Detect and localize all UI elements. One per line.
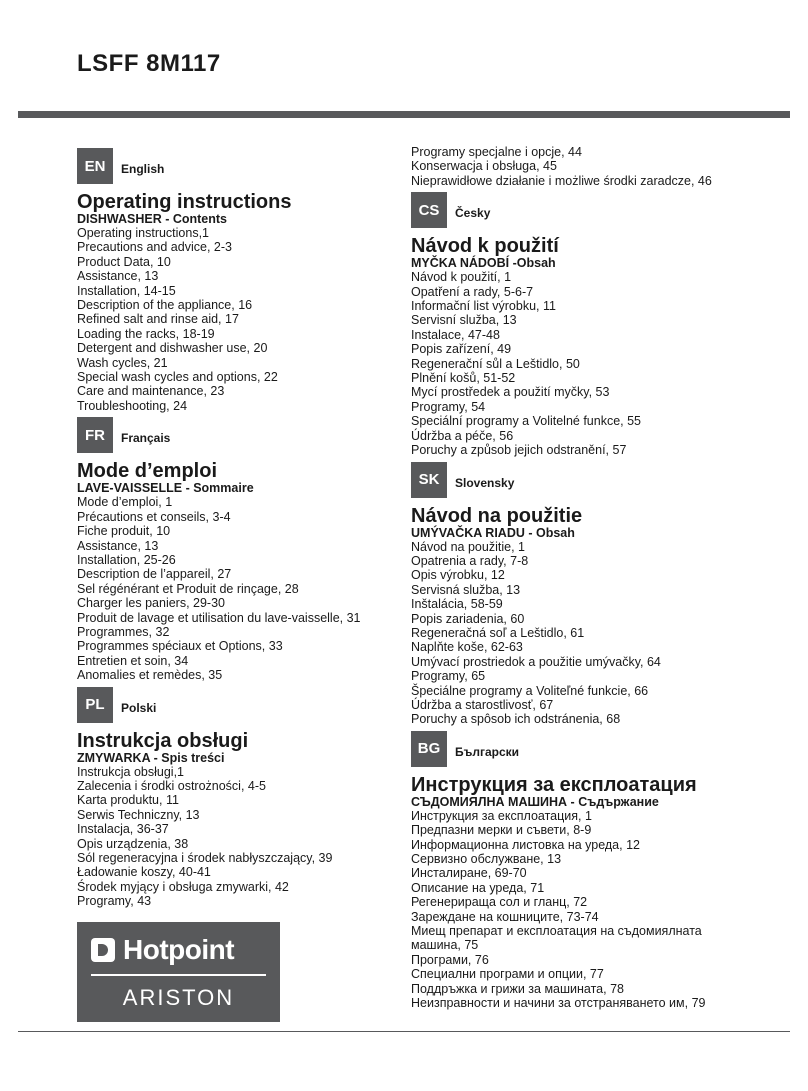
contents-item: Installation, 14-15 (77, 283, 176, 298)
contents-item: Návod k použití, 1 (411, 270, 512, 285)
contents-item: Предпазни мерки и съвети, 8-9 (411, 823, 592, 838)
section-title: Mode d’emploi (77, 460, 217, 483)
contents-item: Troubleshooting, 24 (77, 398, 188, 413)
contents-item: Popis zariadenia, 60 (411, 611, 525, 626)
contents-item: Naplňte koše, 62-63 (411, 640, 523, 655)
contents-list (77, 226, 397, 413)
lang-header-bg (411, 731, 791, 767)
lang-header-sk (411, 462, 791, 498)
contents-item: Nieprawidłowe działanie i możliwe środki zaradcze, 46 (411, 173, 712, 188)
contents-item: Description de l’appareil, 27 (77, 567, 232, 582)
section-title: Инструкция за експлоатация (411, 773, 697, 796)
lang-name: Polski (121, 700, 157, 715)
contents-item: Konserwacja i obsługa, 45 (411, 159, 557, 174)
lang-code-badge: FR (77, 417, 113, 453)
contents-item: Charger les paniers, 29-30 (77, 596, 225, 611)
hotpoint-mark-icon (91, 938, 115, 962)
contents-item: машина, 75 (411, 938, 479, 953)
contents-item: Instrukcja obsługi,1 (77, 764, 185, 779)
contents-item: Inštalácia, 58-59 (411, 597, 503, 612)
lang-code-badge: BG (411, 731, 447, 767)
lang-code-badge: SK (411, 462, 447, 498)
contents-item: Installation, 25-26 (77, 552, 176, 567)
contents-item: Opatření a rady, 5-6-7 (411, 284, 534, 299)
section-title: Instrukcja obsługi (77, 729, 249, 752)
section-cs (411, 192, 791, 457)
contents-item: Специални програми и опции, 77 (411, 967, 604, 982)
section-en (77, 148, 397, 413)
model-title: LSFF 8M117 (77, 50, 221, 77)
contents-item: Servisná služba, 13 (411, 582, 521, 597)
contents-item: Wash cycles, 21 (77, 355, 168, 370)
right-column (411, 145, 791, 1010)
contents-item: Sól regeneracyjna i środek nabłyszczający, 39 (77, 851, 333, 865)
contents-item: Entretien et soin, 34 (77, 653, 189, 668)
logo-brand: Hotpoint (123, 934, 235, 965)
lang-code-badge: EN (77, 148, 113, 184)
contents-item: Сервизно обслужване, 13 (411, 852, 562, 866)
contents-item: Anomalies et remèdes, 35 (77, 668, 223, 683)
section-title: Operating instructions (77, 191, 292, 213)
section-subtitle: LAVE-VAISSELLE - Sommaire (77, 481, 254, 496)
contents-item: Mode d’emploi, 1 (77, 495, 173, 510)
lang-name: Česky (455, 206, 491, 221)
contents-item: Operating instructions,1 (77, 226, 210, 240)
contents-item: Údržba a starostlivosť, 67 (411, 697, 554, 712)
contents-item: Поддръжка и грижи за машината, 78 (411, 981, 624, 996)
lang-code-badge: PL (77, 687, 113, 723)
lang-code-badge: CS (411, 192, 447, 228)
contents-item: Regenerační sůl a Leštidlo, 50 (411, 356, 580, 371)
contents-item: Plnění košů, 51-52 (411, 371, 516, 386)
contents-item: Instalace, 47-48 (411, 327, 500, 342)
contents-item: Údržba a péče, 56 (411, 428, 514, 443)
contents-item: Care and maintenance, 23 (77, 384, 225, 399)
contents-item: Návod na použitie, 1 (411, 539, 525, 554)
contents-item: Sel régénérant et Produit de rinçage, 28 (77, 581, 299, 596)
section-fr (77, 417, 397, 682)
contents-item: Opis urządzenia, 38 (77, 836, 189, 851)
contents-item: Précautions et conseils, 3-4 (77, 509, 231, 524)
contents-item: Fiche produit, 10 (77, 524, 171, 539)
contents-list-continued (411, 145, 791, 188)
contents-item: Product Data, 10 (77, 254, 171, 269)
contents-item: Refined salt and rinse aid, 17 (77, 312, 239, 327)
lang-name: Български (455, 744, 520, 759)
contents-item: Špeciálne programy a Voliteľné funkcie, 66 (411, 683, 649, 698)
contents-item: Popis zařízení, 49 (411, 342, 512, 357)
section-subtitle: ZMYWARKA - Spis treści (77, 750, 225, 765)
lang-header-pl (77, 687, 397, 723)
logo-sub: ARISTON (122, 985, 235, 1010)
contents-list (77, 495, 397, 682)
contents-item: Programy, 54 (411, 399, 486, 414)
lang-name: Slovensky (455, 475, 515, 490)
contents-item: Precautions and advice, 2-3 (77, 240, 232, 255)
contents-item: Инструкция за експлоатация, 1 (411, 808, 592, 823)
section-title: Návod k použití (411, 235, 559, 258)
lang-header-fr (77, 417, 397, 453)
section-subtitle: DISHWASHER - Contents (77, 212, 227, 226)
left-column (77, 148, 397, 909)
contents-item: Speciální programy a Volitelné funkce, 55 (411, 414, 641, 429)
header-divider (18, 111, 790, 118)
contents-item: Servisní služba, 13 (411, 313, 517, 328)
contents-item: Loading the racks, 18-19 (77, 326, 215, 341)
contents-list (77, 765, 397, 909)
contents-item: Poruchy a způsob jejich odstranění, 57 (411, 443, 627, 458)
section-subtitle: UMÝVAČKA RIADU - Obsah (411, 525, 575, 540)
contents-item: Special wash cycles and options, 22 (77, 370, 278, 385)
contents-item: Programmes spéciaux et Options, 33 (77, 639, 283, 654)
contents-item: Poruchy a spôsob ich odstránenia, 68 (411, 712, 621, 727)
contents-item: Środek myjący i obsługa zmywarki, 42 (77, 879, 289, 894)
contents-item: Informační list výrobku, 11 (411, 299, 556, 314)
contents-item: Opatrenia a rady, 7-8 (411, 553, 529, 568)
hotpoint-ariston-logo (77, 922, 280, 1022)
contents-item: Detergent and dishwasher use, 20 (77, 341, 268, 356)
section-pl (77, 687, 397, 909)
contents-item: Mycí prostředek a použití myčky, 53 (411, 385, 610, 400)
contents-item: Programy, 43 (77, 894, 152, 909)
contents-item: Инсталиране, 69-70 (411, 866, 527, 881)
lang-header-cs (411, 192, 791, 228)
contents-list (411, 270, 791, 457)
contents-item: Assistance, 13 (77, 269, 159, 284)
contents-item: Produit de lavage et utilisation du lave-vaisselle, 31 (77, 610, 361, 625)
contents-item: Karta produktu, 11 (77, 793, 179, 808)
footer-divider (18, 1031, 790, 1032)
contents-item: Информационна листовка на уреда, 12 (411, 837, 640, 852)
section-subtitle: MYČKA NÁDOBÍ -Obsah (411, 256, 556, 271)
contents-item: Regeneračná soľ a Leštidlo, 61 (411, 625, 585, 640)
contents-item: Зареждане на кошниците, 73-74 (411, 909, 599, 924)
contents-list (411, 540, 791, 727)
contents-item: Ładowanie koszy, 40-41 (77, 865, 211, 880)
section-subtitle: СЪДОМИЯЛНА МАШИНА - Съдържание (411, 794, 659, 809)
contents-item: Umývací prostriedok a použitie umývačky, 64 (411, 654, 661, 669)
lang-header-en (77, 148, 397, 184)
section-sk (411, 462, 791, 727)
contents-list (411, 809, 791, 1011)
section-title: Návod na použitie (411, 504, 583, 527)
contents-item: Описание на уреда, 71 (411, 880, 545, 895)
contents-item: Serwis Techniczny, 13 (77, 807, 200, 822)
contents-item: Миещ препарат и експлоатация на съдомиялната (411, 924, 702, 939)
contents-item: Programy, 65 (411, 669, 486, 684)
lang-name: Français (121, 431, 171, 446)
contents-item: Програми, 76 (411, 952, 489, 967)
contents-item: Programmes, 32 (77, 624, 170, 639)
contents-item: Регенерираща сол и гланц, 72 (411, 895, 588, 910)
section-bg (411, 731, 791, 1011)
contents-item: Opis výrobku, 12 (411, 568, 505, 583)
contents-item: Programy specjalne i opcje, 44 (411, 145, 582, 159)
lang-name: English (121, 162, 165, 176)
contents-item: Instalacja, 36-37 (77, 822, 169, 837)
contents-item: Assistance, 13 (77, 538, 159, 553)
contents-item: Неизправности и начини за отстраняването им, 79 (411, 996, 706, 1011)
contents-item: Zalecenia i środki ostrożności, 4-5 (77, 778, 266, 793)
contents-item: Description of the appliance, 16 (77, 298, 253, 313)
